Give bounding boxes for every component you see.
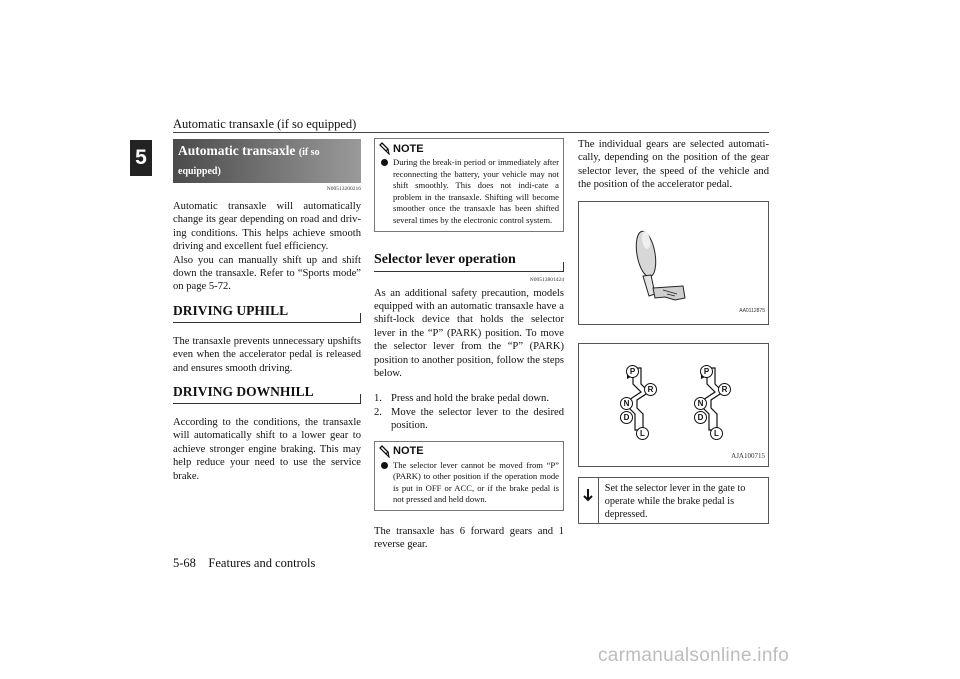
- arrow-down-icon: [582, 488, 594, 502]
- gate-label-l: L: [710, 427, 723, 440]
- document-code: N00513200216: [326, 186, 361, 192]
- note-text: During the break-in period or immediately after reconnecting the battery, your vehicle may not shift smoothly. This does not indi-cate a problem in the transaxle. Shifting will become smoother once the transaxle has been shifted several times by the electronic control system.: [393, 157, 559, 225]
- legend-box: [578, 477, 769, 524]
- step-number: 2.: [374, 406, 382, 418]
- driving-downhill-heading: [173, 384, 361, 404]
- note-label: NOTE: [393, 142, 424, 155]
- driving-downhill-title: DRIVING DOWNHILL: [173, 384, 314, 400]
- note-text: The selector lever cannot be moved from “P” (PARK) to other position if the operation mode is put in OFF or ACC, or if the brake pedal is not pressed and held down.: [393, 459, 559, 505]
- note-header: [375, 139, 563, 157]
- column-3: [578, 138, 769, 192]
- gate-label-p: P: [700, 365, 713, 378]
- chapter-tab: 5: [130, 140, 152, 176]
- figure-selector-lever: [578, 201, 769, 325]
- gate-label-l: L: [636, 427, 649, 440]
- intro-paragraph-2: Also you can manually shift up and shift down the transaxle. Refer to “Sports mode” on page 5-72.: [173, 254, 361, 293]
- selector-paragraph: As an additional safety precaution, models equipped with an automatic transaxle have a shift-lock device that holds the selector lever in the “P” (PARK) position. To move the selector lever from the “P” (PARK) position to another position, follow the steps below.: [374, 287, 564, 379]
- gate-label-d: D: [694, 411, 707, 424]
- gate-label-r: R: [644, 383, 657, 396]
- selector-lever-illustration: [579, 202, 768, 324]
- gate-label-p: P: [626, 365, 639, 378]
- column-1: [173, 139, 361, 483]
- step-item: [374, 406, 564, 433]
- gear-selection-paragraph: The individual gears are selected automati-cally, depending on the position of the gear selector lever, the speed of the vehicle and the position of the accelerator pedal.: [578, 139, 769, 191]
- figure-code: AJA100715: [731, 452, 765, 460]
- driving-uphill-heading: [173, 303, 361, 323]
- footer-section: Features and controls: [208, 556, 316, 570]
- steps-list: [374, 392, 564, 432]
- note-box-break-in: [374, 138, 564, 232]
- gate-label-n: N: [694, 397, 707, 410]
- note-header: [375, 442, 563, 460]
- header-rule: [173, 132, 769, 133]
- note-item: [375, 157, 563, 231]
- note-pencil-icon: [379, 445, 390, 458]
- document-code: N00513801424: [529, 276, 564, 283]
- legend-icon-cell: [579, 478, 599, 523]
- watermark: carmanualsonline.info: [598, 645, 790, 666]
- bullet-icon: [381, 462, 388, 469]
- section-title-small: (if so: [298, 147, 320, 158]
- page-footer: [173, 556, 315, 571]
- section-title: Automatic transaxle: [178, 143, 296, 158]
- legend-text: Set the selector lever in the gate to operate while the brake pedal is depressed.: [604, 483, 746, 520]
- step-text: Move the selector lever to the desired position.: [391, 406, 564, 432]
- step-item: [374, 392, 564, 405]
- selector-lever-title: Selector lever operation: [374, 251, 516, 267]
- note-pencil-icon: [379, 142, 390, 155]
- gate-label-n: N: [620, 397, 633, 410]
- gate-label-r: R: [718, 383, 731, 396]
- gate-label-d: D: [620, 411, 633, 424]
- step-text: Press and hold the brake pedal down.: [391, 393, 549, 405]
- column-2: [374, 138, 564, 552]
- step-number: 1.: [374, 393, 382, 405]
- section-heading-automatic-transaxle: [173, 139, 361, 183]
- figure-code: AA0112875: [739, 308, 765, 314]
- page-header-title: Automatic transaxle (if so equipped): [173, 117, 357, 131]
- bullet-icon: [381, 159, 388, 166]
- section-title-line2: equipped): [178, 166, 221, 177]
- driving-uphill-title: DRIVING UPHILL: [173, 302, 289, 318]
- note-label: NOTE: [393, 445, 424, 458]
- intro-paragraph: Automatic transaxle will automatically change its gear depending on road and driv-ing conditions. This helps achieve smooth driving and excellent fuel efficiency.: [173, 201, 361, 253]
- gate-labels-left: [578, 343, 767, 465]
- downhill-paragraph: According to the conditions, the transaxle will automatically shift to a lower gear to achieve stronger engine braking. This may help reduce your need to use the service brake.: [173, 417, 361, 482]
- gears-paragraph: The transaxle has 6 forward gears and 1 reverse gear.: [374, 526, 564, 551]
- selector-lever-heading: [374, 252, 564, 272]
- note-box-shift-lock: [374, 441, 564, 511]
- note-item: [375, 460, 563, 510]
- page-number: 5-68: [173, 556, 196, 570]
- uphill-paragraph: The transaxle prevents unnecessary upshifts even when the accelerator pedal is released and ensures smooth driving.: [173, 335, 361, 374]
